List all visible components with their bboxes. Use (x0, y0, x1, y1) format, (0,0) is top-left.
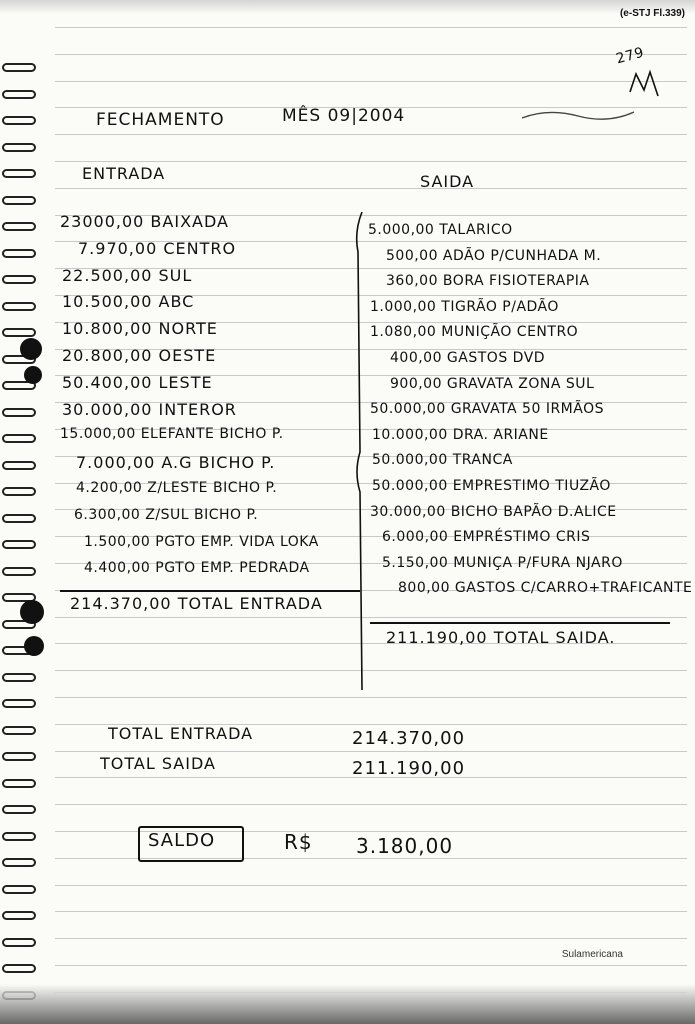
spiral-ring (0, 961, 38, 973)
saldo-label: SALDO (148, 830, 216, 851)
punch-hole (24, 366, 42, 384)
ruled-line (55, 27, 687, 28)
saida-row: 50.000,00 EMPRESTIMO TIUZÃO (372, 478, 611, 494)
spiral-ring (0, 564, 38, 576)
header-entrada: ENTRADA (82, 164, 166, 183)
spiral-ring (0, 723, 38, 735)
spiral-ring (0, 908, 38, 920)
spiral-ring (0, 829, 38, 841)
ruled-line (55, 670, 687, 671)
ruled-line (55, 885, 687, 886)
spiral-ring (0, 113, 38, 125)
entrada-row: 22.500,00 SUL (62, 265, 193, 285)
spiral-ring (0, 272, 38, 284)
entrada-row: 7.970,00 CENTRO (78, 238, 237, 258)
spiral-ring (0, 60, 38, 72)
ruled-line (55, 188, 687, 189)
saida-row: 50.000,00 TRANCA (372, 452, 513, 469)
entrada-row: 10.800,00 NORTE (62, 319, 218, 339)
spiral-ring (0, 193, 38, 205)
punch-hole (24, 636, 44, 656)
spiral-ring (0, 219, 38, 231)
entrada-total-rule (60, 590, 360, 592)
entrada-row: 30.000,00 INTEROR (62, 399, 237, 419)
summary-total-saida-label: TOTAL SAIDA (100, 754, 216, 773)
spiral-ring (0, 458, 38, 470)
entrada-row: 1.500,00 PGTO EMP. VIDA LOKA (84, 533, 319, 550)
spiral-ring (0, 776, 38, 788)
spiral-ring (0, 696, 38, 708)
spiral-ring (0, 670, 38, 682)
ruled-line (55, 81, 687, 82)
ruled-line (55, 965, 687, 966)
saida-row: 30.000,00 BICHO BAPÃO D.ALICE (370, 503, 617, 520)
page-mark: 279 (614, 44, 646, 68)
total-saida-line: 211.190,00 TOTAL SAIDA. (386, 628, 616, 647)
spiral-ring (0, 855, 38, 867)
entrada-row: 7.000,00 A.G BICHO P. (76, 453, 276, 473)
saida-row: 400,00 GASTOS DVD (390, 350, 546, 366)
ruled-line (55, 54, 687, 55)
saida-row: 1.080,00 MUNIÇÃO CENTRO (370, 324, 579, 341)
ruled-line (55, 134, 687, 135)
spiral-ring (0, 166, 38, 178)
summary-total-entrada-value: 214.370,00 (352, 728, 466, 749)
saida-row: 1.000,00 TIGRÃO P/ADÃO (370, 298, 559, 315)
entrada-row: 15.000,00 ELEFANTE BICHO P. (60, 426, 284, 443)
saida-row: 5.000,00 TALARICO (368, 222, 513, 238)
entrada-row: 23000,00 BAIXADA (60, 212, 229, 231)
spiral-ring (0, 405, 38, 417)
saida-row: 50.000,00 GRAVATA 50 IRMÃOS (370, 401, 604, 418)
entrada-row: 4.200,00 Z/LESTE BICHO P. (76, 480, 278, 496)
page-title: FECHAMENTO (96, 110, 225, 130)
court-stamp: (e-STJ Fl.339) (619, 8, 685, 19)
ruled-line (55, 697, 687, 698)
saida-row: 360,00 BORA FISIOTERAPIA (386, 273, 590, 290)
summary-total-entrada-label: TOTAL ENTRADA (108, 724, 254, 743)
spiral-ring (0, 87, 38, 99)
punch-hole (20, 600, 44, 624)
spiral-ring (0, 882, 38, 894)
notebook-brand: Sulamericana (561, 949, 623, 960)
spiral-ring (0, 431, 38, 443)
ruled-line (55, 911, 687, 912)
spiral-ring (0, 140, 38, 152)
entrada-row: 10.500,00 ABC (62, 292, 195, 312)
entrada-row: 4.400,00 PGTO EMP. PEDRADA (84, 560, 310, 577)
summary-total-saida-value: 211.190,00 (352, 758, 466, 779)
ruled-line (55, 161, 687, 162)
page-month: MÊS 09|2004 (282, 106, 406, 126)
saida-row: 5.150,00 MUNIÇA P/FURA NJARO (382, 554, 623, 571)
saida-row: 10.000,00 DRA. ARIANE (372, 426, 549, 443)
ruled-line (55, 804, 687, 805)
header-saida: SAIDA (420, 172, 475, 191)
saida-row: 6.000,00 EMPRÉSTIMO CRIS (382, 529, 591, 546)
saldo-currency: R$ (284, 830, 313, 854)
column-divider (352, 212, 366, 690)
saida-row: 500,00 ADÃO P/CUNHADA M. (386, 247, 602, 264)
spiral-ring (0, 935, 38, 947)
saida-row: 900,00 GRAVATA ZONA SUL (390, 375, 595, 392)
scan-noise-bottom (0, 984, 695, 1024)
total-entrada-line: 214.370,00 TOTAL ENTRADA (70, 594, 323, 613)
spiral-ring (0, 802, 38, 814)
entrada-row: 50.400,00 LESTE (62, 372, 213, 392)
saldo-value: 3.180,00 (356, 834, 454, 858)
spiral-ring (0, 749, 38, 761)
punch-hole (20, 338, 42, 360)
spiral-ring (0, 325, 38, 337)
scribble-mark (518, 100, 638, 126)
spiral-ring (0, 246, 38, 258)
ruled-line (55, 617, 687, 618)
saida-total-rule (370, 622, 670, 624)
spiral-ring (0, 299, 38, 311)
saida-row: 800,00 GASTOS C/CARRO+TRAFICANTE (398, 580, 693, 597)
spiral-ring (0, 537, 38, 549)
initials-signature (610, 44, 670, 104)
spiral-ring (0, 484, 38, 496)
spiral-ring (0, 511, 38, 523)
ruled-line (55, 938, 687, 939)
entrada-row: 20.800,00 OESTE (62, 346, 217, 365)
ruled-line (55, 751, 687, 752)
entrada-row: 6.300,00 Z/SUL BICHO P. (74, 506, 259, 523)
